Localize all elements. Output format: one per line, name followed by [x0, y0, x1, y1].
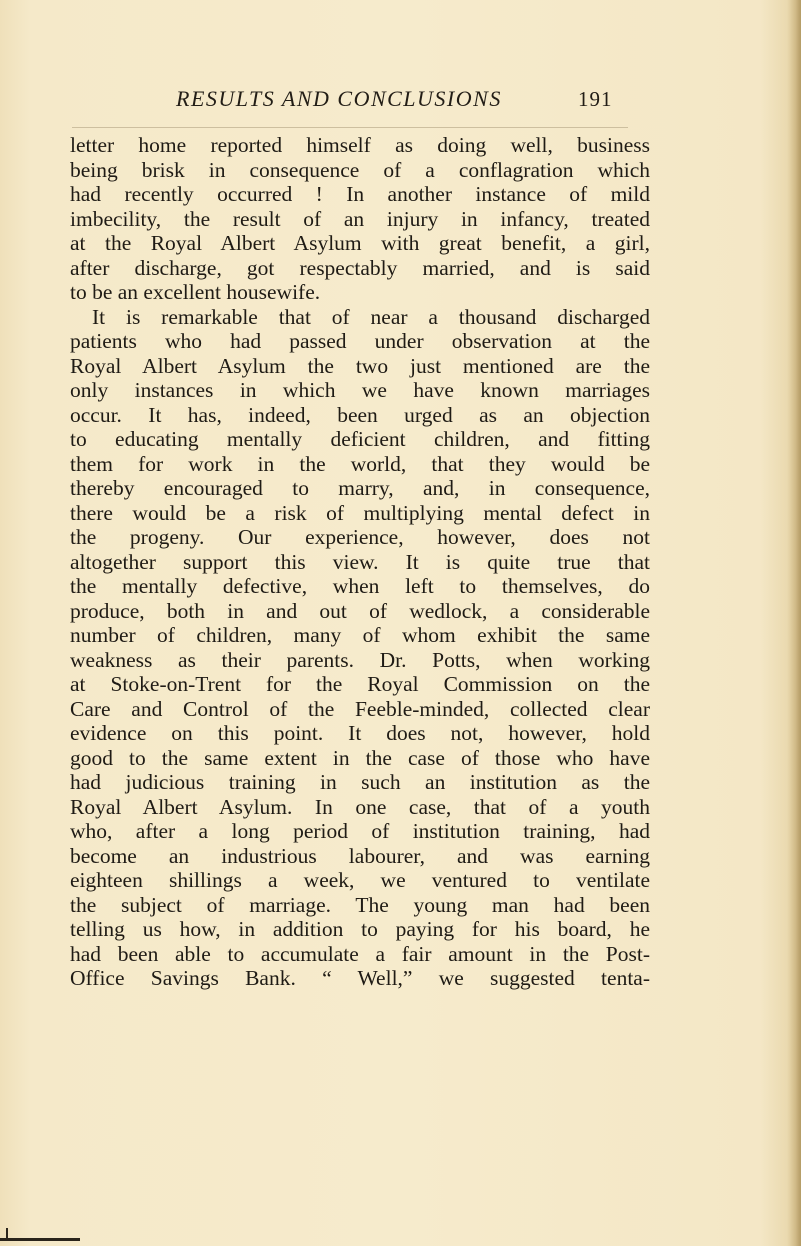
text-line: to be an excellent housewife.	[70, 280, 321, 304]
text-line: Royal Albert Asylum. In one case, that of a youth	[70, 794, 650, 819]
text-line: to educating mentally deficient children, and fitting	[70, 427, 650, 451]
page-header	[0, 86, 801, 116]
text-line: Care and Control of the Feeble-minded, collected clear	[70, 696, 650, 721]
body-text	[70, 133, 650, 991]
text-line: the subject of marriage. The young man had been	[70, 892, 650, 917]
text-line: the progeny. Our experience, however, does not	[70, 525, 650, 549]
text-line: being brisk in consequence of a conflagration which	[70, 157, 650, 182]
text-line: them for work in the world, that they would be	[70, 451, 650, 476]
text-line: produce, both in and out of wedlock, a considerable	[70, 598, 650, 623]
text-line: Office Savings Bank. “ Well,” we suggested tenta-	[70, 966, 650, 990]
text-line: evidence on this point. It does not, however, hold	[70, 721, 650, 745]
text-line: after discharge, got respectably married, and is said	[70, 255, 650, 280]
text-line: good to the same extent in the case of those who have	[70, 745, 650, 770]
text-line: there would be a risk of multiplying mental defect in	[70, 500, 650, 525]
text-line: number of children, many of whom exhibit the same	[70, 623, 650, 647]
text-line: at the Royal Albert Asylum with great benefit, a girl,	[70, 231, 650, 255]
text-line: who, after a long period of institution training, had	[70, 819, 650, 843]
text-line: eighteen shillings a week, we ventured to ventilate	[70, 868, 650, 892]
text-line: had recently occurred ! In another instance of mild	[70, 182, 650, 206]
text-line: at Stoke-on-Trent for the Royal Commission on the	[70, 672, 650, 696]
text-line: thereby encouraged to marry, and, in consequence,	[70, 476, 650, 500]
running-head: RESULTS AND CONCLUSIONS	[176, 86, 502, 111]
text-line: only instances in which we have known marriages	[70, 378, 650, 402]
text-line: the mentally defective, when left to themselves, do	[70, 574, 650, 598]
text-line: imbecility, the result of an injury in infancy, treated	[70, 206, 650, 231]
text-line: become an industrious labourer, and was earning	[70, 843, 650, 868]
text-line: letter home reported himself as doing well, business	[70, 133, 650, 157]
scan-edge-mark	[0, 1238, 80, 1241]
text-line: had been able to accumulate a fair amount in the Post-	[70, 941, 650, 966]
text-line: weakness as their parents. Dr. Potts, when working	[70, 647, 650, 672]
text-line: altogether support this view. It is quite true that	[70, 549, 650, 574]
text-line: had judicious training in such an institution as the	[70, 770, 650, 794]
text-line: telling us how, in addition to paying for his board, he	[70, 917, 650, 941]
text-line: Royal Albert Asylum the two just mentioned are the	[70, 353, 650, 378]
text-line: It is remarkable that of near a thousand discharged	[92, 304, 650, 329]
text-line: patients who had passed under observation at the	[70, 329, 650, 353]
page-number: 191	[578, 87, 613, 111]
page-edge-shadow	[787, 0, 801, 1246]
text-line: occur. It has, indeed, been urged as an objection	[70, 402, 650, 427]
header-rule	[72, 127, 628, 128]
